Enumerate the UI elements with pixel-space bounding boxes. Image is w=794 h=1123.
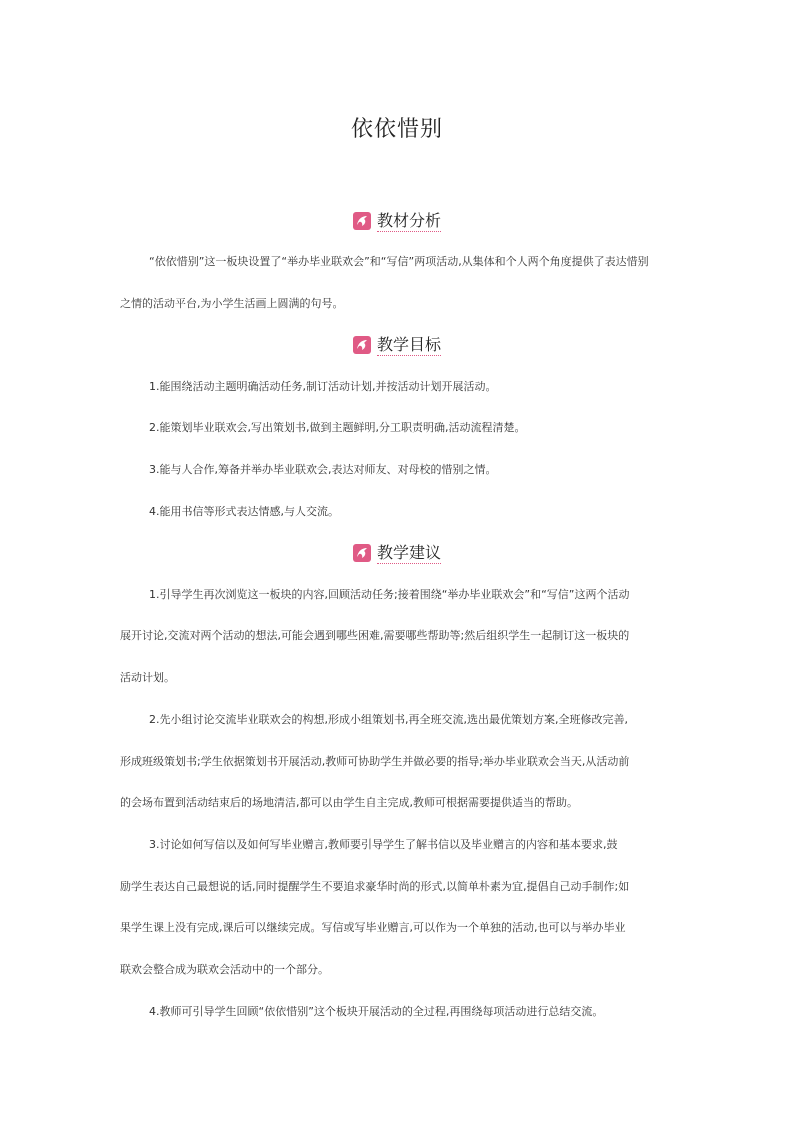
- paragraph-line: 形成班级策划书;学生依据策划书开展活动,教师可协助学生并做必要的指导;举办毕业联欢会当天,从活动前: [120, 755, 630, 768]
- paragraph-line: 展开讨论,交流对两个活动的想法,可能会遇到哪些困难,需要哪些帮助等;然后组织学生一起制订这一板块的: [120, 629, 630, 642]
- paragraph-line: 1.引导学生再次浏览这一板块的内容,回顾活动任务;接着围绕“举办毕业联欢会”和“写信”这两个活动: [149, 588, 630, 601]
- paragraph-line: 之情的活动平台,为小学生活画上圆满的句号。: [120, 297, 344, 310]
- paragraph-line: “依依惜别”这一板块设置了“举办毕业联欢会”和“写信”两项活动,从集体和个人两个角度提供了表达惜别: [149, 255, 649, 268]
- paragraph-line: 联欢会整合成为联欢会活动中的一个部分。: [120, 963, 329, 976]
- section-marker-icon: [353, 336, 371, 354]
- section-marker-icon: [353, 212, 371, 230]
- paragraph-line: 2.先小组讨论交流毕业联欢会的构想,形成小组策划书,再全班交流,选出最优策划方案,全班修改完善,: [149, 713, 628, 726]
- section-heading-label: 教材分析: [376, 210, 441, 230]
- section-marker-icon: [353, 544, 371, 562]
- section-heading-objectives: [0, 333, 794, 357]
- paragraph-line: 3.能与人合作,筹备并举办毕业联欢会,表达对师友、对母校的惜别之情。: [149, 463, 497, 476]
- paragraph-line: 果学生课上没有完成,课后可以继续完成。写信或写毕业赠言,可以作为一个单独的活动,也可以与举办毕业: [120, 921, 626, 934]
- page-title: 依依惜别: [350, 117, 443, 142]
- paragraph-line: 的会场布置到活动结束后的场地清洁,都可以由学生自主完成,教师可根据需要提供适当的帮助。: [120, 796, 578, 809]
- section-heading-suggestions: [0, 541, 794, 565]
- paragraph-line: 4.能用书信等形式表达情感,与人交流。: [149, 505, 339, 518]
- section-heading-label: 教学目标: [376, 334, 441, 354]
- section-heading-materials: [0, 209, 794, 233]
- paragraph-line: 1.能围绕活动主题明确活动任务,制订活动计划,并按活动计划开展活动。: [149, 380, 497, 393]
- section-heading-label: 教学建议: [376, 542, 441, 562]
- paragraph-line: 2.能策划毕业联欢会,写出策划书,做到主题鲜明,分工职责明确,活动流程清楚。: [149, 421, 526, 434]
- paragraph-line: 3.讨论如何写信以及如何写毕业赠言,教师要引导学生了解书信以及毕业赠言的内容和基本要求,鼓: [149, 838, 618, 851]
- paragraph-line: 4.教师可引导学生回顾“依依惜别”这个板块开展活动的全过程,再围绕每项活动进行总结交流。: [149, 1005, 604, 1018]
- paragraph-line: 励学生表达自己最想说的话,同时提醒学生不要追求豪华时尚的形式,以简单朴素为宜,提倡自己动手制作;如: [120, 880, 630, 893]
- paragraph-line: 活动计划。: [120, 671, 175, 684]
